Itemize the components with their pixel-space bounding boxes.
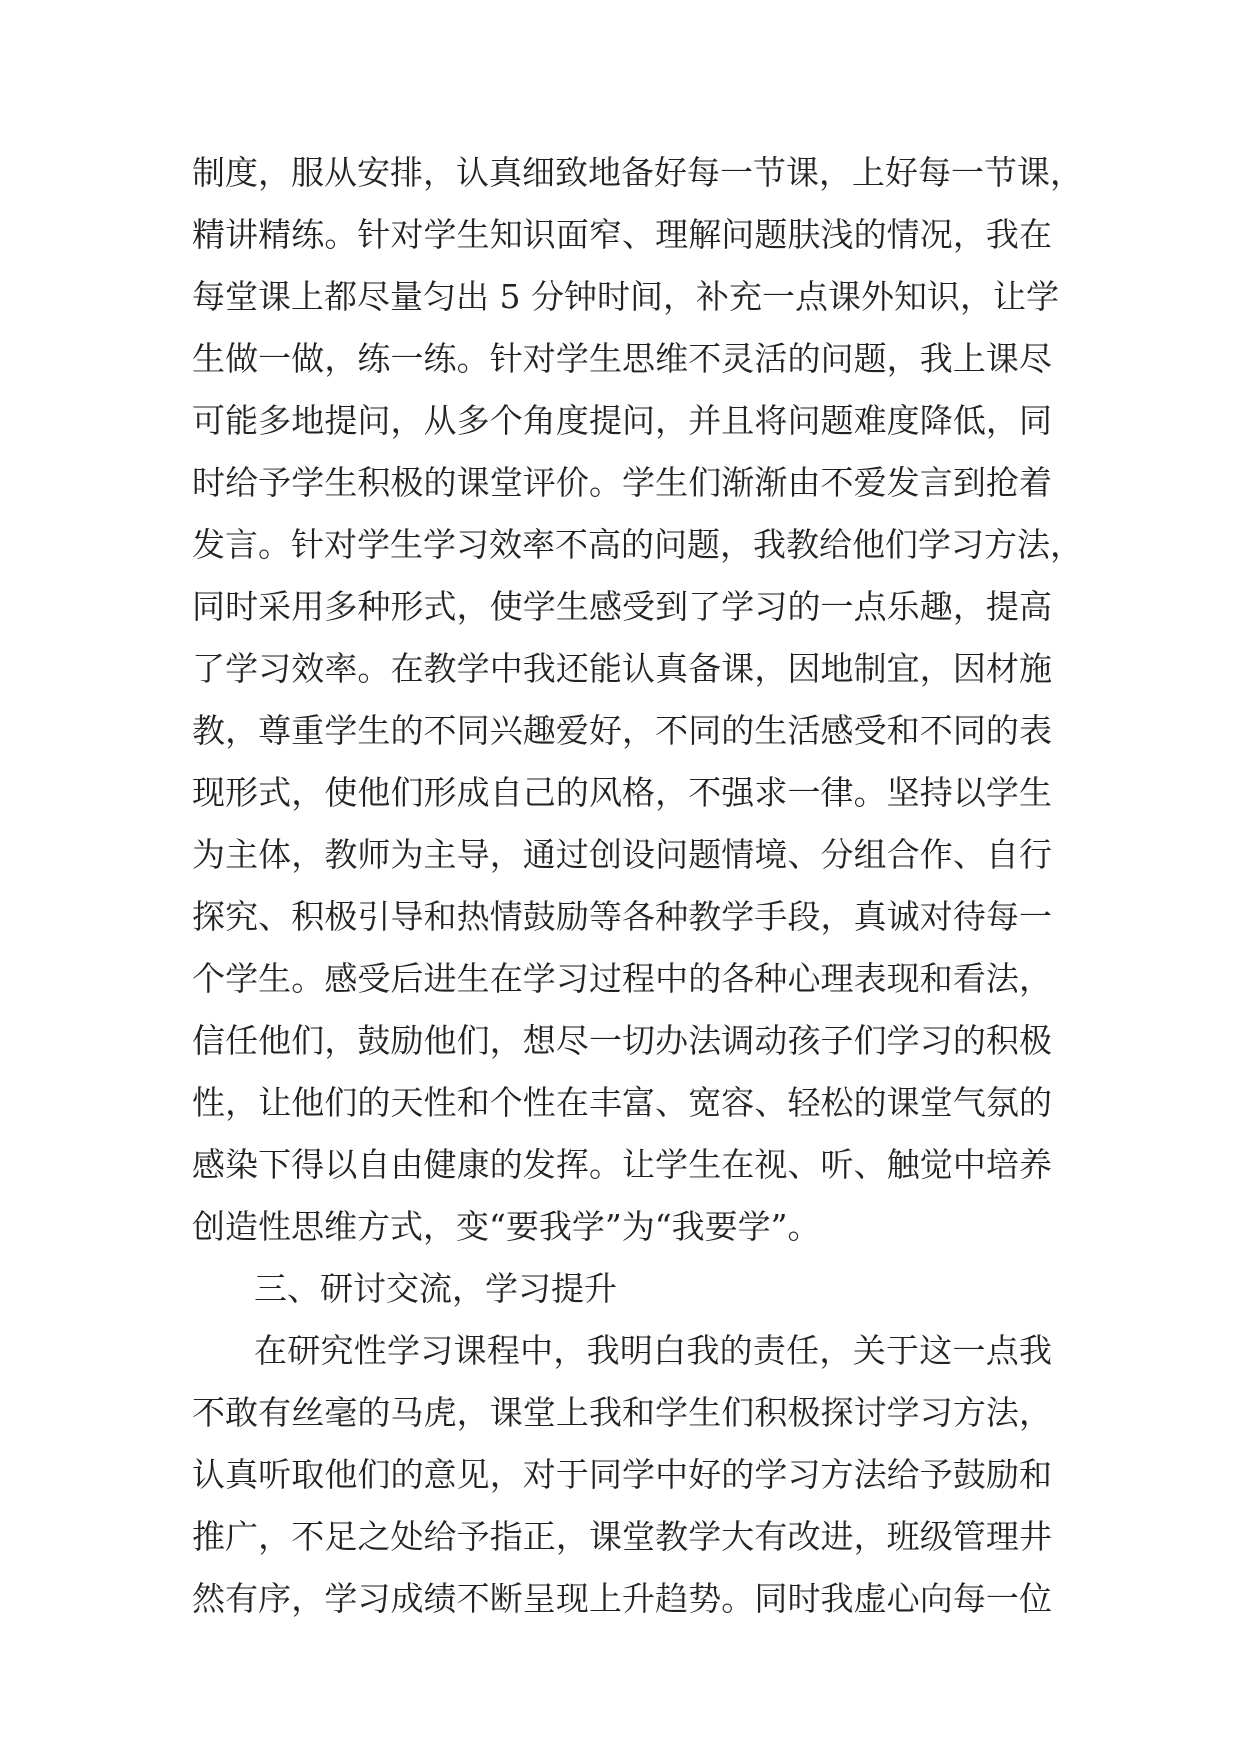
paragraph-line: 在研究性学习课程中，我明白我的责任，关于这一点我 [254, 1331, 1052, 1370]
section-heading: 三、研讨交流，学习提升 [254, 1269, 617, 1308]
paragraph-line: 性，让他们的天性和个性在丰富、宽容、轻松的课堂气氛的 [192, 1083, 1052, 1122]
paragraph-line: 了学习效率。在教学中我还能认真备课，因地制宜，因材施 [192, 649, 1052, 688]
paragraph-line: 创造性思维方式，变“要我学”为“我要学”。 [192, 1207, 821, 1246]
paragraph-line: 制度，服从安排，认真细致地备好每一节课，上好每一节课， [192, 153, 1083, 192]
paragraph-line: 时给予学生积极的课堂评价。学生们渐渐由不爱发言到抢着 [192, 463, 1052, 502]
paragraph-line: 可能多地提问，从多个角度提问，并且将问题难度降低，同 [192, 401, 1052, 440]
paragraph-line: 生做一做，练一练。针对学生思维不灵活的问题，我上课尽 [192, 339, 1052, 378]
paragraph-line: 推广，不足之处给予指正，课堂教学大有改进，班级管理井 [192, 1517, 1052, 1556]
paragraph-line: 然有序，学习成绩不断呈现上升趋势。同时我虚心向每一位 [192, 1579, 1052, 1618]
paragraph-line: 现形式，使他们形成自己的风格，不强求一律。坚持以学生 [192, 773, 1052, 812]
paragraph-line: 认真听取他们的意见，对于同学中好的学习方法给予鼓励和 [192, 1455, 1052, 1494]
paragraph-line: 每堂课上都尽量匀出 5 分钟时间，补充一点课外知识，让学 [192, 277, 1059, 316]
paragraph-line: 信任他们，鼓励他们，想尽一切办法调动孩子们学习的积极 [192, 1021, 1052, 1060]
paragraph-line: 个学生。感受后进生在学习过程中的各种心理表现和看法， [192, 959, 1052, 998]
paragraph-line: 感染下得以自由健康的发挥。让学生在视、听、触觉中培养 [192, 1145, 1052, 1184]
paragraph-line: 探究、积极引导和热情鼓励等各种教学手段，真诚对待每一 [192, 897, 1052, 936]
paragraph-line: 同时采用多种形式，使学生感受到了学习的一点乐趣，提高 [192, 587, 1052, 626]
paragraph-line: 为主体，教师为主导，通过创设问题情境、分组合作、自行 [192, 835, 1052, 874]
body-text [192, 142, 1083, 1630]
paragraph-line: 不敢有丝毫的马虎，课堂上我和学生们积极探讨学习方法， [192, 1393, 1052, 1432]
paragraph-line: 精讲精练。针对学生知识面窄、理解问题肤浅的情况，我在 [192, 215, 1052, 254]
paragraph-line: 教，尊重学生的不同兴趣爱好，不同的生活感受和不同的表 [192, 711, 1052, 750]
paragraph-line: 发言。针对学生学习效率不高的问题，我教给他们学习方法， [192, 525, 1083, 564]
